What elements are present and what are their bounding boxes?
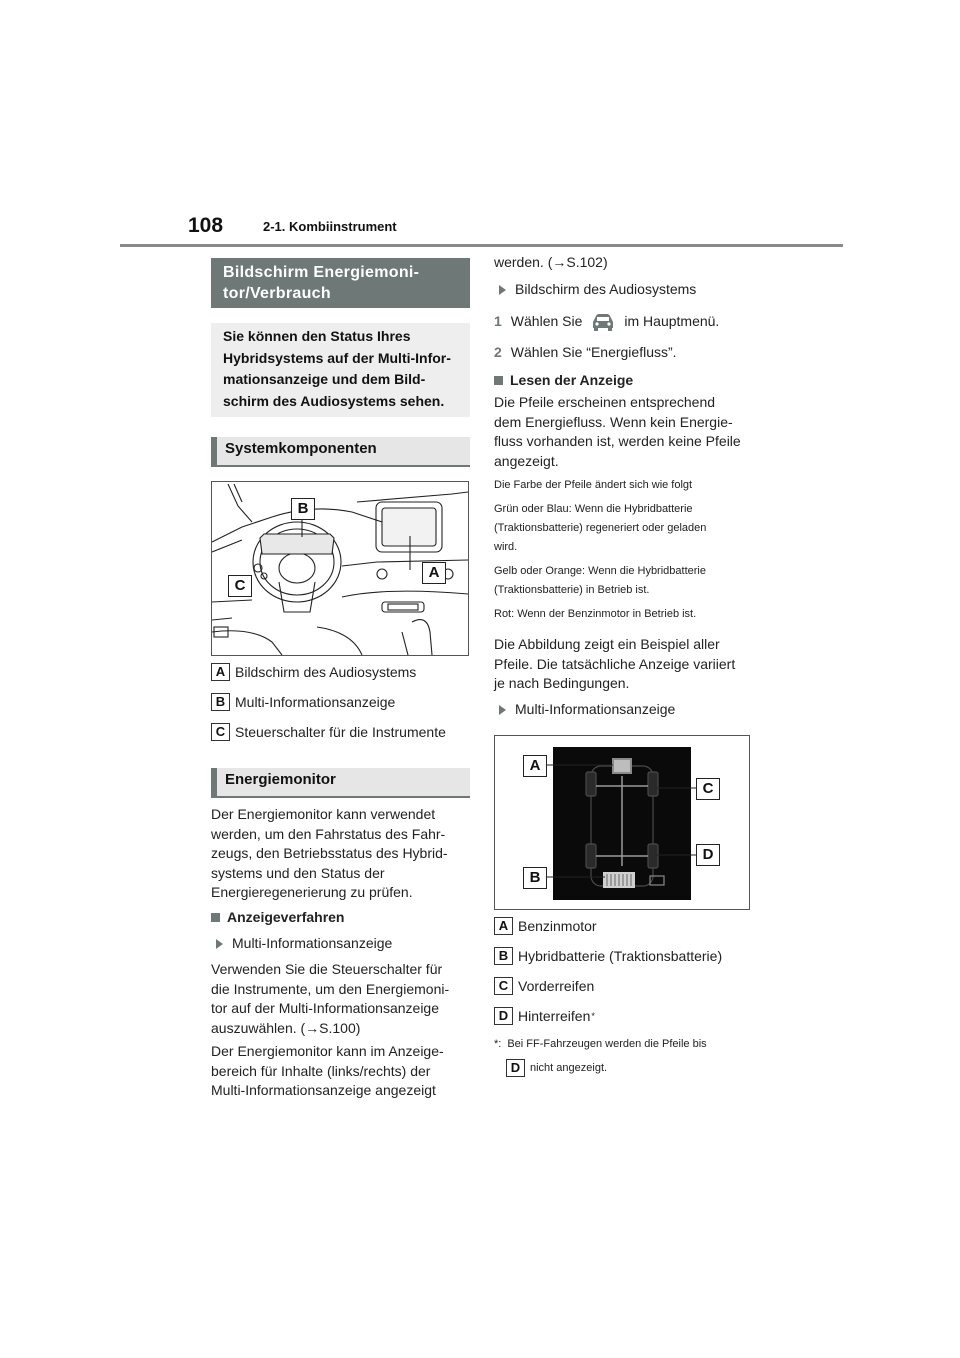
arrow-item-text: Bildschirm des Audiosystems xyxy=(515,281,697,297)
chapter-title: 2-1. Kombiinstrument xyxy=(263,219,397,234)
arrow-item-text: Multi-Informationsanzeige xyxy=(232,935,393,951)
text-line: Energieregenerierung zu prüfen. xyxy=(211,884,413,900)
section-title xyxy=(211,258,470,308)
arrow-item xyxy=(216,934,392,954)
dashboard-illustration xyxy=(211,481,469,656)
legend-key: C xyxy=(494,977,513,995)
text-line: Pfeile. Die tatsächliche Anzeige variiert xyxy=(494,655,736,672)
text-line: Multi-Informationsanzeige angezeigt xyxy=(211,1082,436,1098)
energy-flow-illustration xyxy=(494,735,750,910)
reading-paragraph xyxy=(494,393,764,471)
legend-key: B xyxy=(494,947,513,965)
example-paragraph xyxy=(494,635,764,694)
footnote-marker: *: xyxy=(494,1038,502,1050)
continued-text: werden. (→S.102) xyxy=(494,254,608,270)
legend-key: A xyxy=(494,917,513,935)
legend-item xyxy=(211,723,446,741)
sub-heading-text: Lesen der Anzeige xyxy=(510,372,634,388)
step-text: Wählen Sie xyxy=(510,313,583,330)
text-line: bereich für Inhalte (links/rechts) der xyxy=(211,1062,431,1079)
figure-label: A xyxy=(422,562,446,584)
energiemonitor-header xyxy=(211,768,470,798)
note-line: Die Farbe der Pfeile ändert sich wie folgt xyxy=(494,479,693,491)
energiemonitor-title: Energiemonitor xyxy=(225,771,336,788)
legend-key: D xyxy=(506,1059,525,1077)
text-line: fluss vorhanden ist, werden keine Pfeile xyxy=(494,433,741,449)
legend-key: A xyxy=(211,663,230,681)
text-line: angezeigt. xyxy=(494,452,559,469)
figure-label: C xyxy=(228,575,252,597)
text-line: Der Energiemonitor kann im Anzeige- xyxy=(211,1043,444,1059)
legend-text: Benzinmotor xyxy=(518,918,597,934)
energiemonitor-paragraph xyxy=(211,960,481,1038)
note-line: Rot: Wenn der Benzinmotor in Betrieb ist. xyxy=(494,608,697,620)
legend-text: Bildschirm des Audiosystems xyxy=(235,664,417,680)
color-notes xyxy=(494,477,764,623)
text-line: Die Pfeile erscheinen entsprechend xyxy=(494,394,716,410)
legend-item xyxy=(494,977,594,995)
intro-line: mationsanzeige und dem Bild- xyxy=(223,371,426,387)
legend-text: Vorderreifen xyxy=(518,978,595,994)
triangle-bullet-icon xyxy=(499,705,506,715)
text-line: systems und den Status der xyxy=(211,864,385,881)
figure-label: C xyxy=(696,778,720,800)
square-bullet-icon xyxy=(494,376,503,385)
intro-line: Sie können den Status Ihres xyxy=(223,328,411,344)
legend-key: C xyxy=(211,723,230,741)
note-line: Gelb oder Orange: Wenn die Hybridbatterie xyxy=(494,565,706,577)
sub-heading xyxy=(494,371,633,391)
section-title-line: tor/Verbrauch xyxy=(223,285,331,302)
arrow-item xyxy=(499,280,696,300)
step-1 xyxy=(494,312,719,332)
figure-label: A xyxy=(523,755,547,777)
triangle-bullet-icon xyxy=(499,285,506,295)
legend-item xyxy=(494,947,722,965)
legend-item xyxy=(211,693,395,711)
text-line: werden, um den Fahrstatus des Fahr- xyxy=(211,825,446,842)
legend-text: Hinterreifen xyxy=(518,1008,591,1024)
intro-line: schirm des Audiosystems sehen. xyxy=(223,392,445,409)
step-number: 1 xyxy=(494,313,502,330)
legend-text: Steuerschalter für die Instrumente xyxy=(235,724,446,740)
energiemonitor-paragraph xyxy=(211,805,481,903)
legend-item xyxy=(494,1007,595,1025)
text-line: dem Energiefluss. Wenn kein Energie- xyxy=(494,413,733,430)
text-line: die Instrumente, um den Energiemoni- xyxy=(211,980,450,997)
figure-label: B xyxy=(523,867,547,889)
intro-box xyxy=(211,323,470,417)
intro-line: Hybridsystems auf der Multi-Infor- xyxy=(223,349,451,366)
footnote-mark: * xyxy=(591,1011,595,1021)
text-line: auszuwählen. (→S.100) xyxy=(211,1019,361,1036)
step-number: 2 xyxy=(494,344,502,360)
section-title-line: Bildschirm Energiemoni- xyxy=(223,264,420,281)
note-line: (Traktionsbatterie) in Betrieb ist. xyxy=(494,584,650,596)
note-line: (Traktionsbatterie) regeneriert oder geladen xyxy=(494,522,707,534)
figure-label: B xyxy=(291,498,315,520)
footnote-text: Bei FF-Fahrzeugen werden die Pfeile bis xyxy=(507,1038,707,1050)
systemkomponenten-title: Systemkomponenten xyxy=(225,440,377,457)
arrow-item-text: Multi-Informationsanzeige xyxy=(515,701,676,717)
step-text: im Hauptmenü. xyxy=(624,313,720,330)
car-icon xyxy=(590,312,616,332)
footnote-text: nicht angezeigt. xyxy=(530,1061,608,1074)
systemkomponenten-header xyxy=(211,437,470,467)
text-line: zeugs, den Betriebsstatus des Hybrid- xyxy=(211,845,448,861)
step-2 xyxy=(494,343,677,363)
square-bullet-icon xyxy=(211,913,220,922)
legend-item xyxy=(211,663,416,681)
footnote xyxy=(494,1036,707,1053)
header-rule xyxy=(120,244,843,247)
arrow-item xyxy=(499,700,675,720)
text-line: Der Energiemonitor kann verwendet xyxy=(211,806,436,822)
footnote-line xyxy=(506,1059,607,1077)
text-line: Die Abbildung zeigt ein Beispiel aller xyxy=(494,636,720,652)
figure-label: D xyxy=(696,844,720,866)
legend-key: B xyxy=(211,693,230,711)
legend-key: D xyxy=(494,1007,513,1025)
text-line: tor auf der Multi-Informationsanzeige xyxy=(211,1000,439,1016)
sub-heading xyxy=(211,908,344,928)
page-number: 108 xyxy=(188,214,224,237)
legend-text: Hybridbatterie (Traktionsbatterie) xyxy=(518,948,723,964)
legend-item xyxy=(494,917,597,935)
energiemonitor-paragraph xyxy=(211,1042,481,1101)
sub-heading-text: Anzeigeverfahren xyxy=(227,909,345,925)
legend-text: Multi-Informationsanzeige xyxy=(235,694,396,710)
triangle-bullet-icon xyxy=(216,939,223,949)
note-line: Grün oder Blau: Wenn die Hybridbatterie xyxy=(494,503,693,515)
text-line: Verwenden Sie die Steuerschalter für xyxy=(211,961,443,977)
step-text: Wählen Sie “Energiefluss”. xyxy=(510,344,677,360)
note-line: wird. xyxy=(494,541,518,553)
text-line: je nach Bedingungen. xyxy=(494,675,630,691)
